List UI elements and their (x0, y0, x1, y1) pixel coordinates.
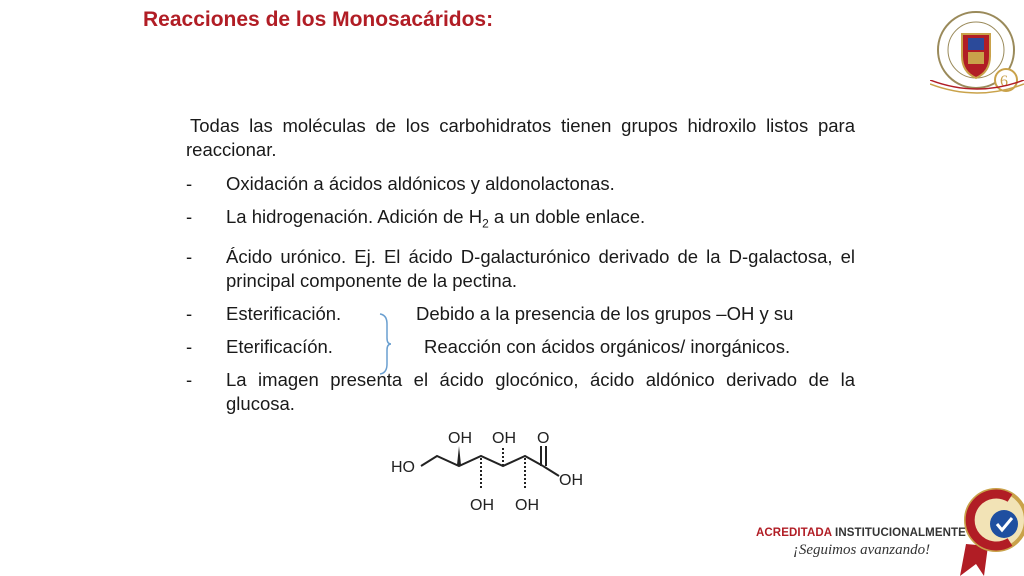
slide-body (186, 114, 855, 425)
bullet-uronic (186, 245, 855, 293)
label-o-top: O (537, 430, 550, 447)
bullet-dash: - (186, 335, 193, 357)
brace-connector (378, 312, 392, 376)
bullet-text: La hidrogenación. Adición de H (226, 206, 483, 227)
logo-ribbon (930, 80, 1024, 94)
label-oh-bottom-1: OH (470, 497, 494, 514)
bullet-note: Reacción con ácidos orgánicos/ inorgánicos. (424, 335, 791, 357)
bullet-note: Debido a la presencia de los grupos –OH y su (416, 302, 794, 324)
bullet-text: Eterificacíón. (226, 335, 333, 357)
subscript: 2 (482, 216, 489, 231)
slide-title: Reacciones de los Monosacáridos: (143, 8, 494, 31)
bullet-oxidation (186, 172, 855, 196)
accreditation-part-1: ACREDITADA (756, 527, 832, 539)
label-oh-bottom-2: OH (515, 497, 539, 514)
bullet-text: Esterificación. (226, 302, 342, 324)
bullet-gluconic (186, 368, 855, 416)
label-oh-top-2: OH (492, 430, 516, 447)
bullet-text: Oxidación a ácidos aldónicos y aldonolactonas. (226, 173, 615, 194)
bullet-dash: - (186, 173, 193, 194)
bullet-hydrogenation (186, 205, 855, 236)
gluconic-acid-structure (387, 428, 597, 518)
bullet-dash: - (186, 206, 193, 227)
bullet-text-rest: a un doble enlace. (488, 206, 646, 227)
bullet-esterification (186, 302, 855, 326)
bullet-etherification (186, 335, 855, 359)
accreditation-slogan: ¡Seguimos avanzando! (793, 542, 931, 558)
svg-text:6: 6 (1000, 73, 1008, 90)
bullet-dash: - (186, 245, 193, 267)
bullet-text: Ácido urónico. Ej. El ácido D-galacturónico derivado de la D-galactosa, el principal componente de la pectina. (226, 245, 855, 291)
label-oh-acid: OH (559, 472, 583, 489)
label-oh-top-1: OH (448, 430, 472, 447)
intro-paragraph: Todas las moléculas de los carbohidratos tienen grupos hidroxilo listos para reaccionar. (186, 115, 855, 160)
bullet-dash: - (186, 302, 193, 324)
accreditation-label (756, 527, 966, 539)
label-ho: HO (391, 459, 415, 476)
bullet-dash: - (186, 368, 193, 390)
accreditation-emblem-icon (958, 484, 1024, 576)
accreditation-part-2: INSTITUCIONALMENTE (831, 527, 966, 539)
wedge-bond (457, 446, 461, 465)
bullet-text: La imagen presenta el ácido glocónico, ácido aldónico derivado de la glucosa. (226, 368, 855, 414)
